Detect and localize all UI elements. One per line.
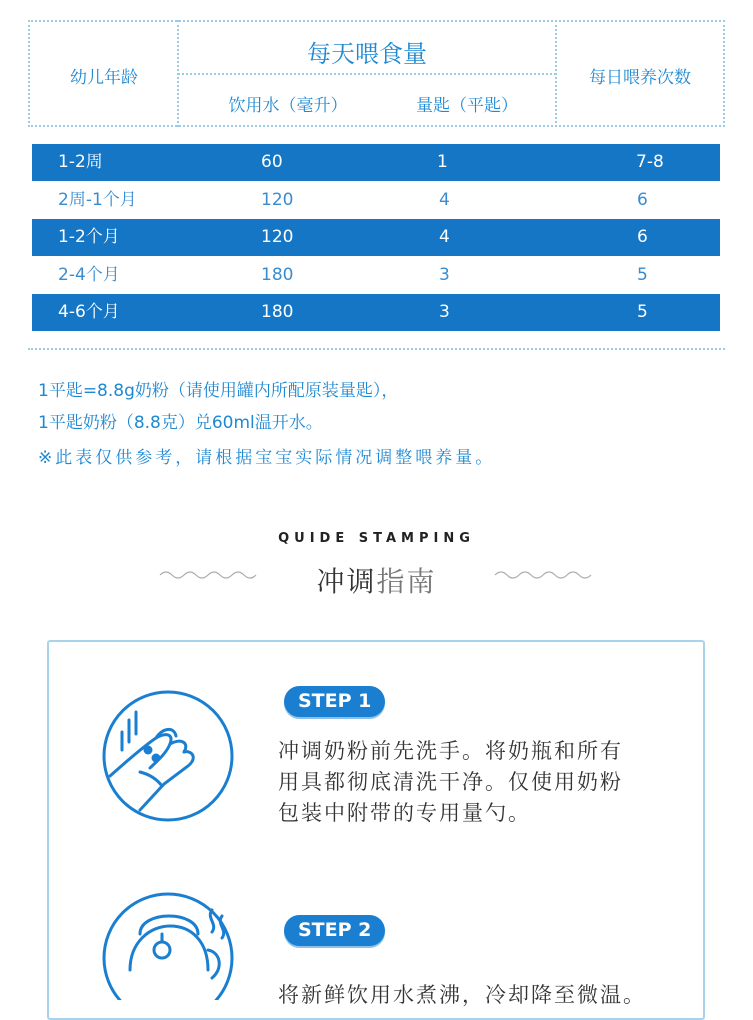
step-1-badge: STEP 1 [284,686,385,717]
wash-hands-icon [100,688,236,824]
step-1-text: 用具都彻底清洗干净。仅使用奶粉 [278,770,623,794]
cell-age: 2周-1个月 [58,190,137,210]
header-scoop: 量匙（平匙） [416,96,518,116]
cell-times: 7-8 [636,152,664,172]
note-line: 1平匙=8.8g奶粉（请使用罐内所配原装量匙）， [38,381,399,401]
header-daily-amount: 每天喂食量 [307,40,427,68]
note-line: ※此表仅供参考，请根据宝宝实际情况调整喂养量。 [38,448,496,468]
cell-times: 6 [637,190,648,210]
title-dark: 冲调 [316,565,377,598]
table-row [32,294,720,331]
cell-water: 60 [261,152,283,172]
cell-scoop: 1 [437,152,448,172]
wave-ornament-left [158,568,260,582]
title-light: 指南 [376,565,437,598]
section-subtitle: QUIDE STAMPING [278,531,475,546]
table-row [32,144,720,181]
cell-scoop: 3 [439,302,450,322]
cell-water: 120 [261,190,294,210]
cell-scoop: 4 [439,227,450,247]
cell-age: 1-2周 [58,152,103,172]
step-2-text: 将新鲜饮用水煮沸，冷却降至微温。 [278,983,646,1007]
header-times: 每日喂养次数 [589,68,691,88]
cell-water: 180 [261,302,294,322]
cell-age: 1-2个月 [58,227,120,247]
header-divider [178,73,556,75]
cell-times: 5 [637,265,648,285]
note-line: 1平匙奶粉（8.8克）兑60ml温开水。 [38,413,323,433]
step-2-badge: STEP 2 [284,915,385,946]
table-row [32,219,720,256]
cell-age: 4-6个月 [58,302,120,322]
cell-times: 5 [637,302,648,322]
header-age: 幼儿年龄 [70,68,138,88]
cell-water: 180 [261,265,294,285]
cell-water: 120 [261,227,294,247]
step-1-text: 包装中附带的专用量勺。 [278,801,531,825]
cell-times: 6 [637,227,648,247]
step-1-text: 冲调奶粉前先洗手。将奶瓶和所有 [278,739,623,763]
kettle-icon [100,890,236,1000]
header-water: 饮用水（毫升） [228,96,348,116]
cell-age: 2-4个月 [58,265,120,285]
table-row [32,257,720,294]
table-row [32,182,720,219]
section-title [0,560,753,600]
cell-scoop: 4 [439,190,450,210]
divider [28,348,725,350]
wave-ornament-right [493,568,595,582]
cell-scoop: 3 [439,265,450,285]
